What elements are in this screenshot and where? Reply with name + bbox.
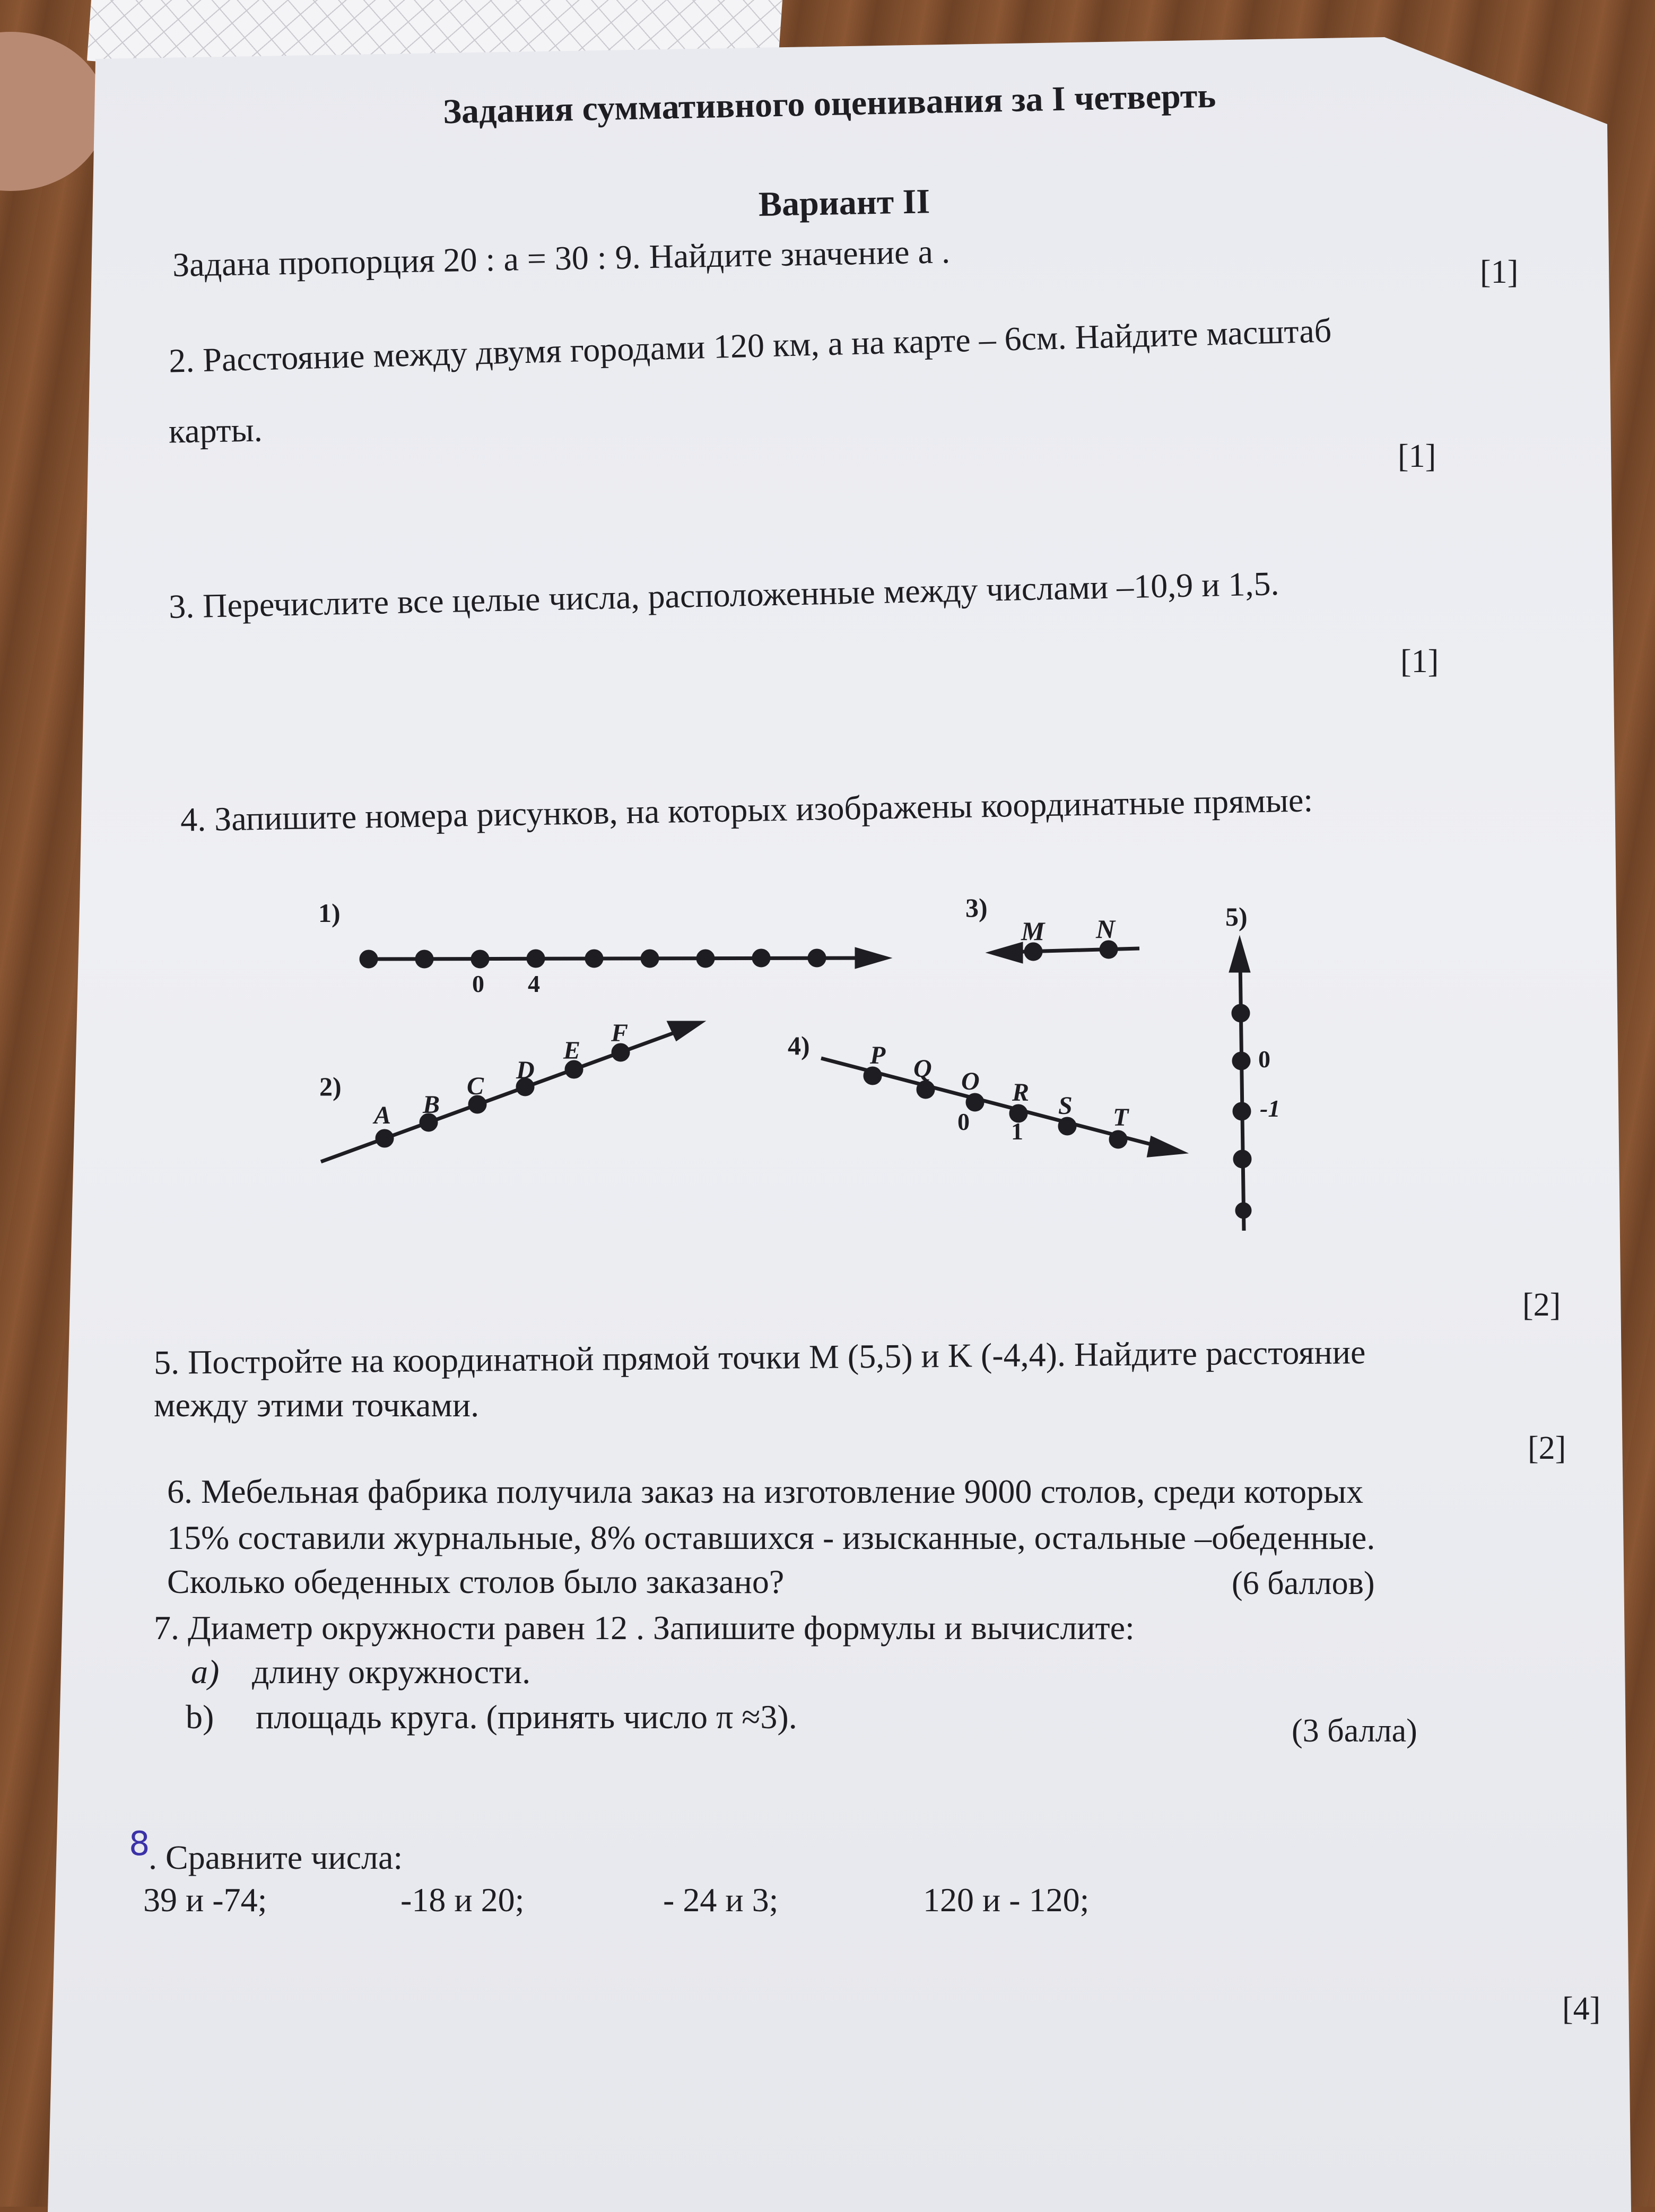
figure-1-tick-4: 4 bbox=[528, 970, 540, 997]
figure-2-point-d: D bbox=[516, 1056, 535, 1084]
question-1-mark: [1] bbox=[1480, 254, 1519, 290]
figure-3-line bbox=[992, 942, 1139, 961]
figure-1-tick-0: 0 bbox=[472, 970, 484, 997]
question-8-title: . Сравните числа: bbox=[149, 1839, 403, 1876]
question-6-line-2: 15% составили журнальные, 8% оставшихся - изысканные, остальные –обеденные. bbox=[167, 1519, 1375, 1556]
question-2-mark: [1] bbox=[1398, 438, 1436, 474]
question-4-mark: [2] bbox=[1522, 1287, 1561, 1323]
question-8-pair-2: -18 и 20; bbox=[400, 1881, 525, 1919]
figure-4-point-o: O bbox=[961, 1067, 980, 1095]
figure-4-point-r: R bbox=[1012, 1078, 1030, 1107]
question-3-mark: [1] bbox=[1400, 643, 1439, 680]
figure-5-tick-0: 0 bbox=[1258, 1046, 1270, 1073]
figure-4-point-q: Q bbox=[913, 1055, 932, 1083]
question-6-mark: (6 баллов) bbox=[1232, 1565, 1375, 1601]
question-3: 3. Перечислите все целые числа, расположенные между числами –10,9 и 1,5. bbox=[168, 564, 1280, 625]
question-6-line-3: Сколько обеденных столов было заказано? bbox=[167, 1563, 785, 1600]
question-8-pair-4: 120 и - 120; bbox=[923, 1881, 1090, 1919]
question-7-b-label: b) bbox=[186, 1698, 214, 1736]
question-8-pair-3: - 24 и 3; bbox=[663, 1881, 779, 1919]
figure-2-line bbox=[321, 1023, 700, 1162]
figure-1-line bbox=[361, 950, 886, 966]
figure-1-label: 1) bbox=[318, 898, 341, 928]
question-7-line-1: 7. Диаметр окружности равен 12 . Запишите формулы и вычислите: bbox=[154, 1609, 1135, 1647]
question-6-line-1: 6. Мебельная фабрика получила заказ на изготовление 9000 столов, среди которых bbox=[167, 1473, 1364, 1510]
figure-5-tick-minus-1: -1 bbox=[1260, 1095, 1281, 1122]
question-7-mark: (3 балла) bbox=[1292, 1713, 1417, 1749]
figure-4-point-s: S bbox=[1058, 1092, 1073, 1120]
figure-3-label: 3) bbox=[965, 893, 988, 922]
figure-4-point-t: T bbox=[1113, 1103, 1129, 1131]
figure-2-label: 2) bbox=[319, 1072, 342, 1101]
question-8-mark: [4] bbox=[1562, 1991, 1601, 2027]
figure-4-tick-0: 0 bbox=[957, 1108, 970, 1135]
figure-2-point-e: E bbox=[563, 1037, 581, 1065]
question-8-handwritten-number: 8 bbox=[129, 1824, 150, 1863]
figure-2-point-a: A bbox=[374, 1101, 391, 1129]
figure-5-line bbox=[1231, 942, 1250, 1231]
question-7-a-text: длину окружности. bbox=[252, 1653, 531, 1691]
figure-4-point-p: P bbox=[870, 1041, 886, 1069]
question-1-text: Задана пропорция 20 : a = 30 : 9. Найдите значение а . bbox=[172, 232, 951, 284]
question-4: 4. Запишите номера рисунков, на которых изображены координатные прямые: bbox=[180, 781, 1313, 839]
question-7-b-text: площадь круга. (принять число π ≈3). bbox=[256, 1698, 797, 1736]
question-5-mark: [2] bbox=[1528, 1430, 1566, 1466]
question-2-line-1: 2. Расстояние между двумя городами 120 км, а на карте – 6см. Найдите масштаб bbox=[168, 311, 1332, 380]
figure-3-point-n: N bbox=[1096, 914, 1116, 944]
question-2-line-2: карты. bbox=[168, 411, 263, 450]
figure-2-point-b: B bbox=[423, 1091, 440, 1119]
question-5-line-2: между этими точками. bbox=[154, 1386, 480, 1424]
figure-4-label: 4) bbox=[788, 1031, 810, 1060]
figure-5-label: 5) bbox=[1225, 902, 1248, 931]
figure-4-tick-1: 1 bbox=[1011, 1118, 1023, 1145]
question-7-a-label: a) bbox=[191, 1653, 220, 1691]
figure-2-point-f: F bbox=[611, 1019, 629, 1047]
figure-2-point-c: C bbox=[467, 1072, 484, 1100]
question-8-pair-1: 39 и -74; bbox=[143, 1881, 267, 1919]
variant-title: Вариант II bbox=[758, 182, 930, 224]
worksheet-title: Задания суммативного оценивания за I четверть bbox=[442, 76, 1216, 132]
question-5-line-1: 5. Постройте на координатной прямой точки М (5,5) и K (-4,4). Найдите расстояние bbox=[153, 1333, 1366, 1381]
figure-3-point-m: M bbox=[1021, 916, 1045, 946]
